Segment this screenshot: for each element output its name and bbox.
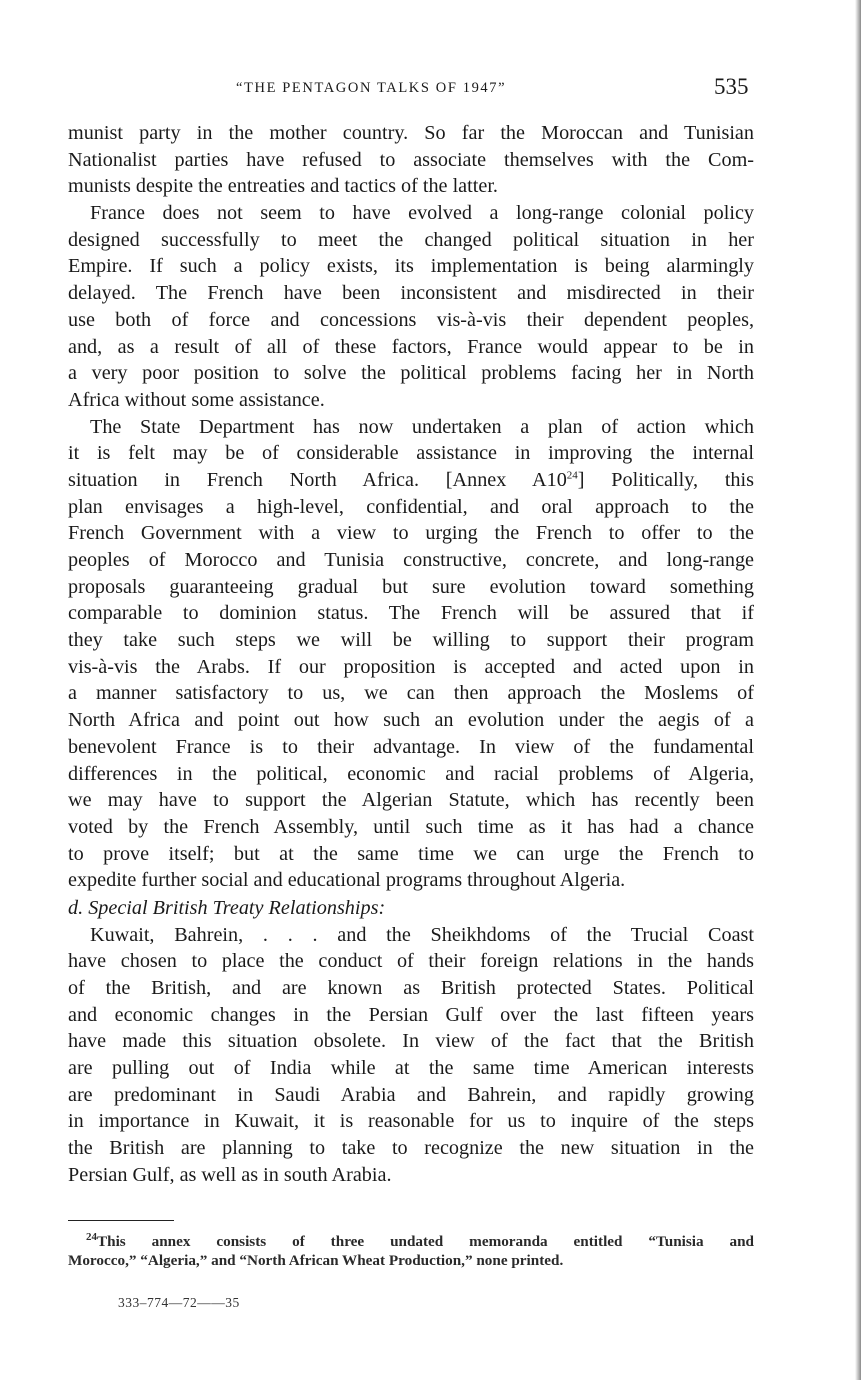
text-line: they take such steps we will be willing to support their program [68, 629, 754, 652]
text-line: France does not seem to have evolved a long-range colonial policy [90, 202, 754, 225]
text-line: we may have to support the Algerian Statute, which has recently been [68, 789, 754, 812]
text-line: munists despite the entreaties and tactics of the latter. [68, 175, 498, 198]
text-line-with-footnote-ref [68, 467, 754, 494]
text-line: in importance in Kuwait, it is reasonable for us to inquire of the steps [68, 1110, 754, 1133]
text-line: delayed. The French have been inconsistent and misdirected in their [68, 282, 754, 305]
text-line: North Africa and point out how such an evolution under the aegis of a [68, 709, 754, 732]
text-line: The State Department has now undertaken a plan of action which [90, 415, 754, 438]
text-line: are pulling out of India while at the same time American interests [68, 1057, 754, 1080]
text-line: and, as a result of all of these factors, France would appear to be in [68, 335, 754, 358]
footnote-rule [68, 1220, 174, 1221]
text-line: peoples of Morocco and Tunisia constructive, concrete, and long-range [68, 549, 754, 571]
text-line: have chosen to place the conduct of their foreign relations in the hands [68, 950, 754, 973]
page-edge-shadow [855, 0, 861, 1380]
text-line: French Government with a view to urging the French to offer to the [68, 522, 754, 545]
text-line: proposals guaranteeing gradual but sure evolution toward something [68, 575, 754, 598]
text-line: to prove itself; but at the same time we can urge the French to [68, 842, 754, 865]
footnote [68, 1232, 754, 1270]
footnote-line: Morocco,” “Algeria,” and “North African Wheat Production,” none printed. [68, 1252, 564, 1269]
text-line: munist party in the mother country. So far the Moroccan and Tunisian [68, 122, 754, 144]
text-line: Nationalist parties have refused to associate themselves with the Com- [68, 148, 754, 171]
text-segment: ] Politically, this [577, 468, 754, 491]
text-line: benevolent France is to their advantage. In view of the fundamental [68, 735, 754, 758]
text-line: designed successfully to meet the changed political situation in her [68, 228, 754, 251]
body-text [68, 120, 754, 1189]
text-line: voted by the French Assembly, until such time as it has had a chance [68, 815, 754, 838]
text-line: Persian Gulf, as well as in south Arabia. [68, 1163, 392, 1186]
footnote-text: This annex consists of three undated memoranda entitled “Tunisia and [97, 1233, 754, 1250]
footnote-marker: 24 [86, 1230, 97, 1243]
text-line: comparable to dominion status. The French will be assured that if [68, 602, 754, 625]
text-line: are predominant in Saudi Arabia and Bahrein, and rapidly growing [68, 1083, 754, 1106]
text-line: use both of force and concessions vis-à-vis their dependent peoples, [68, 308, 754, 331]
text-line: Kuwait, Bahrein, . . . and the Sheikhdoms of the Trucial Coast [90, 923, 754, 946]
section-heading: d. Special British Treaty Relationships: [68, 896, 386, 919]
text-line: of the British, and are known as British protected States. Political [68, 977, 754, 999]
text-line: and economic changes in the Persian Gulf over the last fifteen years [68, 1003, 754, 1026]
text-line: have made this situation obsolete. In view of the fact that the British [68, 1030, 754, 1053]
text-line: plan envisages a high-level, confidential, and oral approach to the [68, 495, 754, 518]
text-segment: situation in French North Africa. [Annex A10 [68, 468, 567, 491]
text-line: a manner satisfactory to us, we can then approach the Moslems of [68, 682, 754, 705]
text-line: vis-à-vis the Arabs. If our proposition is accepted and acted upon in [68, 655, 754, 678]
page-number: 535 [714, 74, 749, 99]
text-line: differences in the political, economic and racial problems of Algeria, [68, 762, 754, 785]
text-line: expedite further social and educational programs throughout Algeria. [68, 869, 626, 892]
printer-code: 333–774—72——35 [118, 1295, 240, 1310]
footnote-line [68, 1232, 754, 1251]
footnote-reference: 24 [566, 469, 578, 482]
text-line: Empire. If such a policy exists, its implementation is being alarmingly [68, 255, 754, 278]
text-line: Africa without some assistance. [68, 388, 325, 411]
text-line: the British are planning to take to recognize the new situation in the [68, 1137, 754, 1160]
text-line: it is felt may be of considerable assistance in improving the internal [68, 442, 754, 465]
text-line: a very poor position to solve the political problems facing her in North [68, 362, 754, 385]
running-head: “THE PENTAGON TALKS OF 1947” [236, 80, 507, 96]
